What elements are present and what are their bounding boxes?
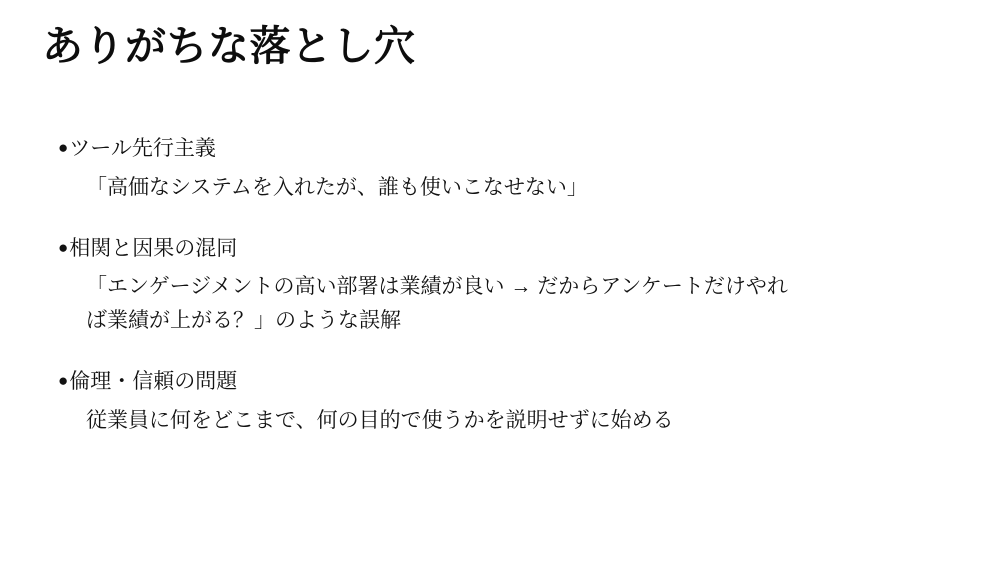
bullet-point-icon: ● [58,138,69,158]
bullet-block [58,233,960,339]
bullet-point-icon: ● [58,237,69,257]
bullet-point-icon: ● [58,371,69,391]
bullet-detail [58,270,960,338]
bullet-heading-text: 相関と因果の混同 [69,236,238,260]
bullet-detail [58,404,960,438]
slide-content [40,133,960,438]
bullet-block [58,133,960,205]
page-title: ありがちな落とし穴 [42,23,416,69]
bullet-heading-text: 倫理・信頼の問題 [69,370,238,394]
bullet-heading [58,133,960,165]
bullet-detail [58,171,960,205]
bullet-detail-line: 「高価なシステムを入れたが、誰も使いこなせない」 [86,175,588,199]
bullet-block [58,366,960,438]
bullet-detail-line: 従業員に何をどこまで、何の目的で使うかを説明せずに始める [86,408,674,432]
bullet-heading [58,233,960,265]
bullet-detail-line: 「エンゲージメントの高い部署は業績が良い → だからアンケートだけやれ [86,275,788,299]
bullet-heading-text: ツール先行主義 [69,137,216,161]
bullet-heading [58,366,960,398]
bullet-detail-line: ば業績が上がる？」のような誤解 [86,309,401,333]
